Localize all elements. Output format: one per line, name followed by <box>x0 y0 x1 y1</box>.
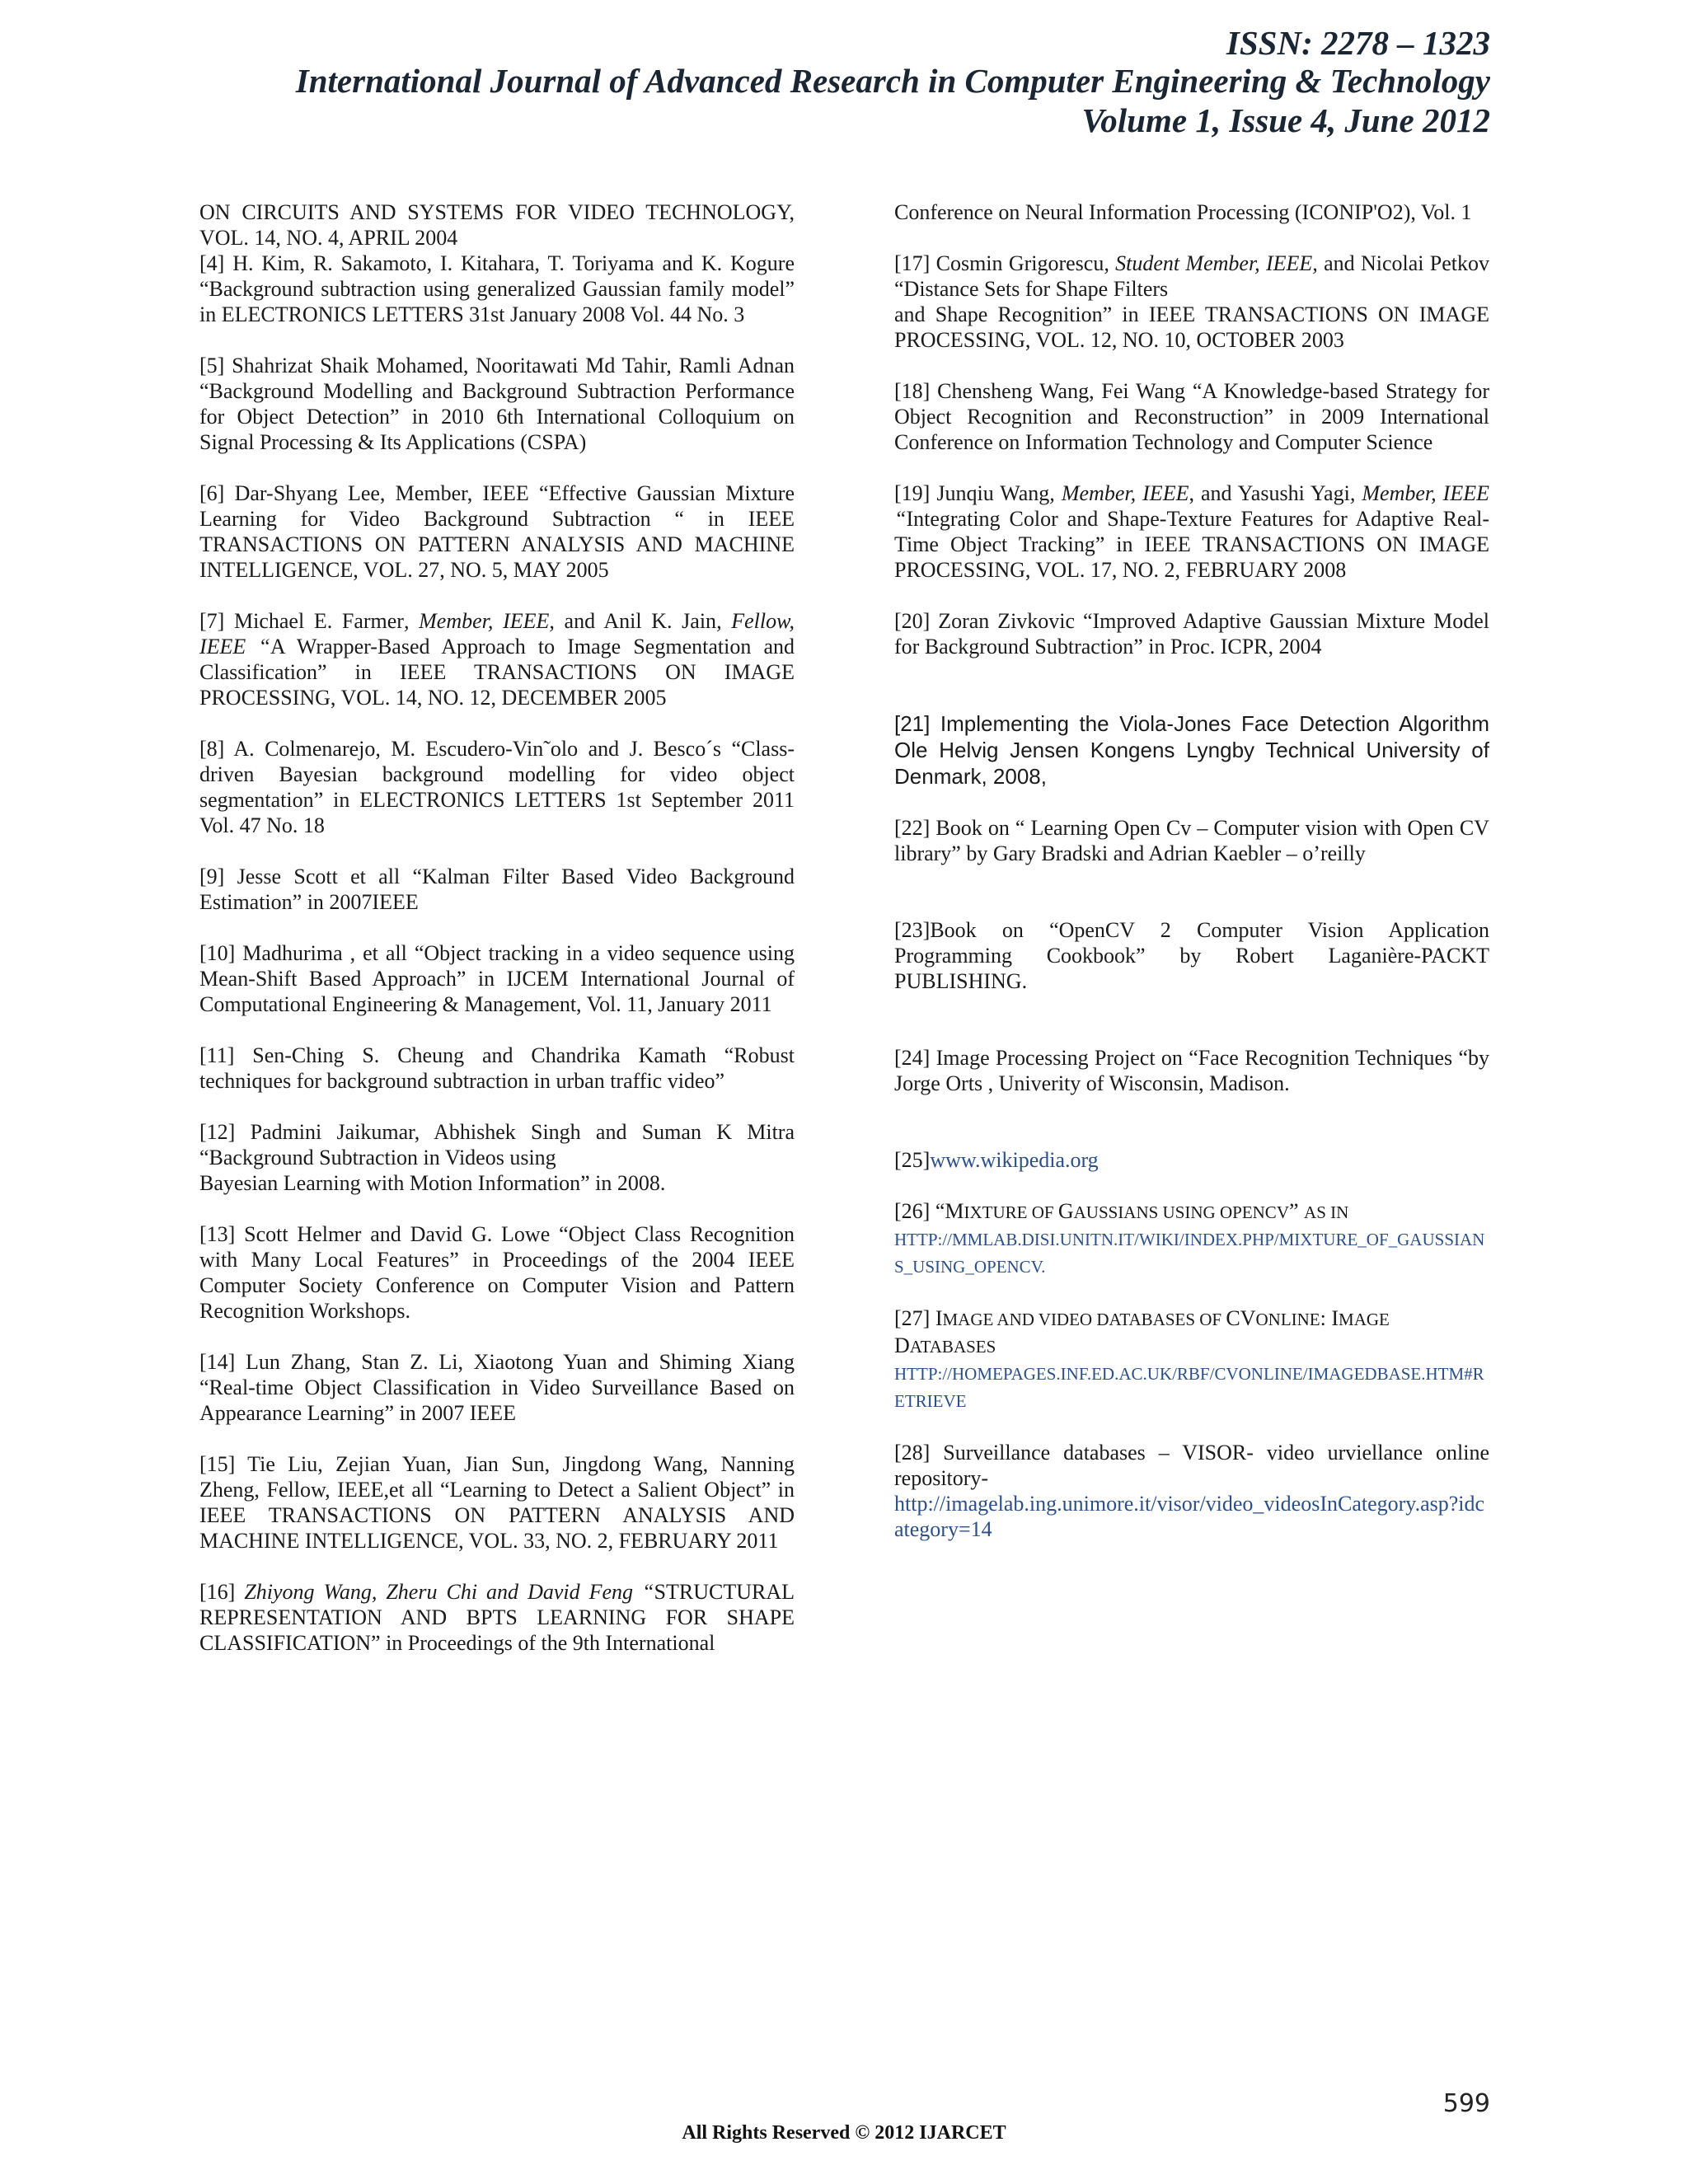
reference-27 <box>894 1305 1489 1414</box>
reference-27-smallcaps-1: MAGE AND VIDEO DATABASES OF <box>942 1310 1226 1329</box>
reference-continuation-right: Conference on Neural Information Processing (ICONIP'O2), Vol. 1 <box>894 200 1472 224</box>
reference-continuation: ON CIRCUITS AND SYSTEMS FOR VIDEO TECHNOLOGY, VOL. 14, NO. 4, APRIL 2004 <box>199 200 795 250</box>
visor-link[interactable]: http://imagelab.ing.unimore.it/visor/video_videosInCategory.asp?idcategory=14 <box>894 1492 1485 1541</box>
reference-4: [4] H. Kim, R. Sakamoto, I. Kitahara, T. Toriyama and K. Kogure “Background subtraction using generalized Gaussian family model” in ELECTRONICS LETTERS 31st January 2008 Vol. 44 No. 3 <box>199 251 795 326</box>
reference-19-coauthor: , and Yasushi Yagi <box>1189 481 1350 505</box>
reference-7-coauthor: and Anil K. Jain <box>554 609 717 633</box>
spacer <box>894 1019 1489 1045</box>
wikipedia-link[interactable]: www.wikipedia.org <box>930 1148 1099 1172</box>
reference-7-title-role: , Member, IEEE, <box>403 609 555 633</box>
reference-27-prefix: [27] I <box>894 1306 943 1330</box>
reference-27-colon: : I <box>1320 1306 1339 1330</box>
right-column <box>894 199 1489 1568</box>
page-number: 599 <box>1442 2089 1490 2118</box>
reference-19-text: Integrating Color and Shape-Texture Features for Adaptive Real-Time Object Tracking” in IEEE TRANSACTIONS ON IMAGE PROCESSING, VOL. 17, NO. 2, FEBRUARY 2008 <box>894 507 1489 582</box>
reference-25 <box>894 1147 1489 1173</box>
left-column <box>199 199 795 1681</box>
reference-16-text: STRUCTURAL REPRESENTATION AND BPTS LEARNING FOR SHAPE CLASSIFICATION” in Proceedings of the 9th International <box>199 1580 795 1655</box>
reference-26-prefix: [26] “M <box>894 1199 964 1223</box>
spacer <box>894 685 1489 710</box>
reference-26-smallcaps-2: AUSSIANS USING OPENCV <box>1073 1202 1289 1222</box>
reference-27-online: ONLINE <box>1255 1310 1320 1329</box>
reference-7-coauthor-role: , Fellow, IEEE “ <box>199 609 795 658</box>
reference-9: [9] Jesse Scott et all “Kalman Filter Based Video Background Estimation” in 2007IEEE <box>199 865 795 914</box>
reference-12-line-1: [12] Padmini Jaikumar, Abhishek Singh and Suman K Mitra “Background Subtraction in Videos using <box>199 1120 795 1169</box>
spacer <box>894 1122 1489 1147</box>
reference-17 <box>894 251 1489 353</box>
reference-22: [22] Book on “ Learning Open Cv – Computer vision with Open CV library” by Gary Bradski and Adrian Kaebler – o’reilly <box>894 816 1489 865</box>
journal-volume: Volume 1, Issue 4, June 2012 <box>1081 101 1490 139</box>
reference-17-author: [17] Cosmin Grigorescu <box>894 251 1104 275</box>
reference-15: [15] Tie Liu, Zejian Yuan, Jian Sun, Jingdong Wang, Nanning Zheng, Fellow, IEEE,et all “Learning to Detect a Salient Object” in IEEE TRANSACTIONS ON PATTERN ANALYSIS AND MACHINE INTELLIGENCE, VOL. 33, NO. 2, FEBRUARY 2011 <box>199 1452 795 1553</box>
reference-7-author: [7] Michael E. Farmer <box>199 609 404 633</box>
reference-27-databases: ATABASES <box>909 1337 996 1357</box>
reference-28 <box>894 1440 1489 1542</box>
reference-13: [13] Scott Helmer and David G. Lowe “Object Class Recognition with Many Local Features” in Proceedings of the 2004 IEEE Computer Society Conference on Computer Vision and Pattern Recognition Workshops. <box>199 1222 795 1323</box>
reference-20: [20] Zoran Zivkovic “Improved Adaptive Gaussian Mixture Model for Background Subtraction” in Proc. ICPR, 2004 <box>894 609 1489 658</box>
reference-27-cv: CV <box>1226 1306 1256 1330</box>
reference-26-quote: ” <box>1288 1199 1305 1223</box>
reference-26 <box>894 1198 1489 1280</box>
reference-7-text: A Wrapper-Based Approach to Image Segmentation and Classification” in IEEE TRANSACTIONS ON IMAGE PROCESSING, VOL. 14, NO. 12, DECEMBER 2005 <box>199 635 795 710</box>
reference-19-coauthor-role: , Member, IEEE “ <box>894 481 1489 531</box>
copyright-footer: All Rights Reserved © 2012 IJARCET <box>682 2122 1006 2144</box>
reference-23: [23]Book on “OpenCV 2 Computer Vision Application Programming Cookbook” by Robert Laganière-PACKT PUBLISHING. <box>894 918 1489 993</box>
reference-24: [24] Image Processing Project on “Face Recognition Techniques “by Jorge Orts , Univerity of Wisconsin, Madison. <box>894 1046 1489 1095</box>
reference-8: [8] A. Colmenarejo, M. Escudero-Vin˜olo and J. Besco´s “Class-driven Bayesian background modelling for video object segmentation” in ELECTRONICS LETTERS 1st September 2011 Vol. 47 No. 18 <box>199 737 795 837</box>
reference-26-cap: G <box>1057 1199 1074 1223</box>
reference-19 <box>894 480 1489 583</box>
reference-17-text-2: and Shape Recognition” in IEEE TRANSACTIONS ON IMAGE PROCESSING, VOL. 12, NO. 10, OCTOBER 2003 <box>894 302 1489 352</box>
reference-16-authors: Zhiyong Wang, Zheru Chi and David Feng “ <box>244 1580 654 1604</box>
reference-12 <box>199 1119 795 1196</box>
reference-12-line-2: Bayesian Learning with Motion Information” in 2008. <box>199 1171 666 1195</box>
reference-18: [18] Chensheng Wang, Fei Wang “A Knowledge-based Strategy for Object Recognition and Reconstruction” in 2009 International Conference on Information Technology and Computer Science <box>894 379 1489 454</box>
reference-16-number: [16] <box>199 1580 245 1604</box>
reference-27-d: D <box>894 1333 910 1357</box>
reference-17-text: and Nicolai Petkov “Distance Sets for Shape Filters <box>894 251 1489 301</box>
reference-25-number: [25] <box>894 1148 931 1172</box>
reference-26-smallcaps-1: IXTURE OF <box>964 1202 1058 1222</box>
reference-28-text: [28] Surveillance databases – VISOR- video urviellance online repository- <box>894 1441 1489 1490</box>
reference-21: [21] Implementing the Viola-Jones Face Detection Algorithm Ole Helvig Jensen Kongens Lyngby Technical University of Denmark, 2008, <box>894 711 1489 789</box>
reference-26-as-in: AS IN <box>1304 1202 1349 1222</box>
reference-19-role: , Member, IEEE <box>1049 481 1189 505</box>
reference-7 <box>199 608 795 710</box>
reference-11: [11] Sen-Ching S. Cheung and Chandrika Kamath “Robust techniques for background subtraction in urban traffic video” <box>199 1043 795 1093</box>
reference-27-image: MAGE <box>1339 1310 1390 1329</box>
reference-6: [6] Dar-Shyang Lee, Member, IEEE “Effective Gaussian Mixture Learning for Video Background Subtraction “ in IEEE TRANSACTIONS ON PATTERN ANALYSIS AND MACHINE INTELLIGENCE, VOL. 27, NO. 5, MAY 2005 <box>199 481 795 582</box>
reference-19-author: [19] Junqiu Wang <box>894 481 1050 505</box>
reference-17-role: , Student Member, IEEE, <box>1104 251 1318 275</box>
reference-10: [10] Madhurima , et all “Object tracking in a video sequence using Mean-Shift Based Approach” in IJCEM International Journal of Computational Engineering & Management, Vol. 11, January 2011 <box>199 941 795 1016</box>
mixture-of-gaussians-link[interactable]: HTTP://MMLAB.DISI.UNITN.IT/WIKI/INDEX.PHP/MIXTURE_OF_GAUSSIANS_USING_OPENCV. <box>894 1230 1485 1277</box>
journal-title: International Journal of Advanced Research in Computer Engineering & Technology <box>295 62 1490 100</box>
reference-16 <box>199 1579 795 1656</box>
reference-5: [5] Shahrizat Shaik Mohamed, Nooritawati Md Tahir, Ramli Adnan “Background Modelling and Background Subtraction Performance for Object Detection” in 2010 6th International Colloquium on Signal Processing & Its Applications (CSPA) <box>199 354 795 454</box>
journal-issn: ISSN: 2278 – 1323 <box>1226 24 1490 62</box>
reference-14: [14] Lun Zhang, Stan Z. Li, Xiaotong Yuan and Shiming Xiang “Real-time Object Classification in Video Surveillance Based on Appearance Learning” in 2007 IEEE <box>199 1350 795 1425</box>
spacer <box>894 892 1489 917</box>
cvonline-link[interactable]: HTTP://HOMEPAGES.INF.ED.AC.UK/RBF/CVONLINE/IMAGEDBASE.HTM#RETRIEVE <box>894 1364 1484 1411</box>
